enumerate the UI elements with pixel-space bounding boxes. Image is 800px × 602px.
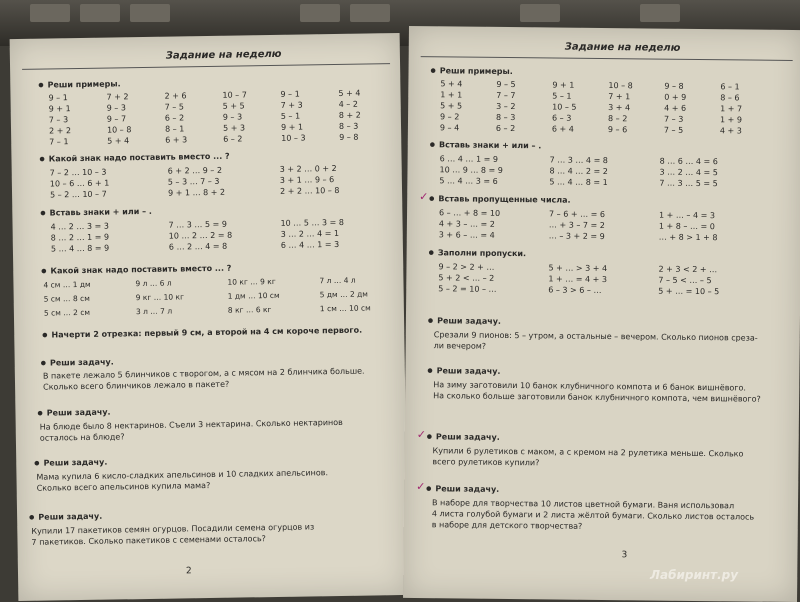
exercise-item: 5 … 4 … 3 = 6 bbox=[439, 176, 498, 186]
section-heading: ● Реши примеры. bbox=[430, 66, 512, 76]
exercise-item: 5 + 5 bbox=[440, 101, 463, 111]
examples-grid bbox=[440, 78, 771, 136]
exercise-column bbox=[658, 264, 768, 298]
exercise-item: 10 – 8 bbox=[608, 81, 633, 91]
exercise-item: 6 … 4 … 1 = 3 bbox=[280, 239, 340, 250]
exercise-item: 10 … 2 … 2 = 8 bbox=[168, 230, 233, 241]
exercise-column bbox=[338, 87, 389, 143]
exercise-column bbox=[659, 156, 769, 190]
exercise-item: 6 – 1 bbox=[720, 82, 740, 92]
section-heading: ● Реши задачу. bbox=[37, 408, 110, 418]
text-line: В наборе для творчества 10 листов цветной бумаги. Ваня использовал bbox=[431, 498, 735, 511]
exercise-item: 6 … 2 … 4 = 8 bbox=[168, 241, 228, 252]
exercise-item: 8 – 3 bbox=[496, 112, 516, 123]
exercise-item: 5 дм … 2 дм bbox=[319, 289, 369, 300]
exercise-item: 4 … 2 … 3 = 3 bbox=[50, 221, 109, 232]
exercise-item: 7 – 5 < … – 5 bbox=[658, 275, 712, 286]
exercise-column bbox=[222, 89, 281, 145]
watermark-logo: Лабиринт.ру bbox=[650, 568, 739, 582]
exercise-item: 9 – 1 bbox=[280, 89, 300, 99]
exercise-item: 5 + 4 bbox=[107, 136, 130, 146]
problem-text bbox=[40, 417, 343, 444]
keyboard-key bbox=[350, 4, 390, 22]
exercise-item: 5 + 5 bbox=[222, 101, 245, 111]
text-line: 4 листа голубой бумаги и 2 листа жёлтой бумаги. Сколько листов осталось bbox=[431, 509, 755, 522]
exercise-item: 10 – 8 bbox=[106, 125, 132, 135]
problem-text bbox=[31, 521, 314, 547]
exercise-column bbox=[608, 80, 665, 136]
exercise-item: 7 – 3 bbox=[48, 115, 69, 125]
exercise-item: 7 – 7 bbox=[496, 90, 516, 101]
header-title: Задание на неделю bbox=[165, 48, 282, 62]
exercise-item: 6 – 2 bbox=[223, 134, 243, 144]
exercise-item: 6 – 3 > 6 – … bbox=[548, 285, 602, 295]
text-line: осталось на блюде? bbox=[39, 432, 125, 443]
exercise-column bbox=[168, 164, 281, 199]
exercise-column bbox=[168, 218, 281, 253]
exercise-item: 10 – 6 … 6 + 1 bbox=[49, 178, 110, 189]
exercise-item: 7 – 2 … 10 – 3 bbox=[49, 167, 107, 178]
exercise-item: 6 – 2 bbox=[495, 123, 516, 134]
problem-text bbox=[432, 445, 743, 470]
exercise-item: 9 – 1 bbox=[48, 93, 68, 103]
exercise-item: 6 + 3 bbox=[165, 135, 188, 145]
exercise-item: 9 – 4 bbox=[439, 123, 460, 133]
exercise-item: 8 … 6 … 4 = 6 bbox=[659, 156, 718, 167]
keyboard-key bbox=[80, 4, 120, 22]
exercise-column bbox=[164, 90, 223, 146]
exercise-item: 3 + 1 … 9 – 6 bbox=[279, 175, 335, 185]
exercise-item: 5 + 3 bbox=[222, 123, 246, 133]
exercise-item: 5 – 1 bbox=[552, 91, 572, 101]
exercise-item: 4 см … 1 дм bbox=[43, 279, 91, 290]
exercise-column bbox=[659, 210, 769, 244]
exercise-item: 9 – 5 bbox=[496, 79, 516, 90]
exercise-column bbox=[50, 220, 169, 255]
exercise-column bbox=[664, 81, 721, 137]
exercise-item: 4 + 3 bbox=[719, 126, 742, 136]
exercise-item: 7 – 1 bbox=[49, 137, 69, 147]
text-line: Срезали 9 пионов: 5 – утром, а остальные – вечером. Сколько пионов среза- bbox=[433, 330, 758, 343]
keyboard-key bbox=[300, 4, 340, 22]
exercise-item: 7 – 6 + … = 6 bbox=[548, 209, 606, 220]
exercise-item: 9 + 1 … 8 + 2 bbox=[167, 187, 226, 198]
exercise-column bbox=[552, 79, 609, 135]
exercise-item: 7 … 3 … 4 = 8 bbox=[549, 155, 608, 166]
exercise-column bbox=[549, 154, 659, 188]
exercise-column bbox=[280, 216, 381, 251]
exercise-column bbox=[720, 81, 771, 137]
exercise-item: 3 … 2 … 4 = 5 bbox=[659, 167, 718, 178]
check-mark-icon: ✓ bbox=[416, 480, 426, 494]
section-heading: ● Реши задачу. bbox=[428, 316, 501, 326]
text-line: На зиму заготовили 10 банок клубничного компота и 6 банок вишнёвого. bbox=[433, 380, 747, 393]
exercise-item: 6 … 4 … 1 = 9 bbox=[439, 154, 498, 164]
exercise-item: 4 + 6 bbox=[664, 103, 687, 113]
left-page bbox=[10, 33, 409, 601]
exercise-item: 10 … 9 … 8 = 9 bbox=[439, 165, 503, 175]
exercise-item: 9 + 1 bbox=[552, 80, 575, 90]
exercise-item: 7 + 3 bbox=[280, 100, 303, 110]
text-line: На блюде было 8 нектаринов. Съели 3 нектарина. Сколько нектаринов bbox=[39, 417, 343, 432]
right-page bbox=[403, 26, 800, 602]
exercise-item: 9 – 2 > 2 + … bbox=[438, 262, 495, 272]
exercise-item: 5 + 4 bbox=[440, 79, 463, 89]
exercise-item: 8 + 2 bbox=[338, 110, 361, 120]
exercise-item: 8 – 2 bbox=[607, 114, 628, 124]
exercise-item: 1 дм … 10 см bbox=[227, 290, 280, 301]
keyboard-key bbox=[30, 4, 70, 22]
exercise-item: 7 – 5 bbox=[164, 102, 185, 112]
text-line: всего рулетиков купили? bbox=[432, 457, 540, 468]
exercise-item: 7 – 5 bbox=[663, 125, 684, 135]
keyboard-key bbox=[640, 4, 680, 22]
problem-text bbox=[434, 329, 758, 354]
exercise-item: 6 – … + 8 = 10 bbox=[439, 208, 501, 218]
exercise-item: 9 + 1 bbox=[48, 104, 71, 114]
exercise-item: 9 – 6 bbox=[607, 125, 628, 135]
exercise-item: 8 – 3 bbox=[338, 121, 359, 131]
exercise-item: 5 – 3 … 7 – 3 bbox=[167, 176, 220, 187]
exercise-item: 8 – 1 bbox=[164, 124, 185, 134]
exercise-item: 9 – 8 bbox=[664, 81, 684, 91]
exercise-item: 5 см … 8 см bbox=[43, 293, 90, 304]
exercise-item: 7 л … 4 л bbox=[319, 275, 356, 286]
exercise-item: 1 + 7 bbox=[720, 104, 743, 114]
text-line: В пакете лежало 5 блинчиков с творогом, а с мясом на 2 блинчика больше. bbox=[42, 366, 365, 381]
exercise-item: 10 кг … 9 кг bbox=[227, 276, 276, 287]
text-line: в наборе для детского творчества? bbox=[431, 520, 583, 531]
exercise-item: 1 + 8 – … = 0 bbox=[658, 221, 715, 232]
exercise-item: 5 + 2 < … – 2 bbox=[438, 273, 495, 283]
text-line: 7 пакетиков. Сколько пакетиков с семенами осталось? bbox=[31, 534, 266, 547]
text-line: Сколько всего апельсинов купила мама? bbox=[36, 481, 211, 493]
exercise-item: 3 л … 7 л bbox=[135, 306, 173, 317]
exercise-item: 9 л … 6 л bbox=[135, 278, 172, 289]
check-mark-icon: ✓ bbox=[416, 428, 427, 442]
section-heading: ● Заполни пропуски. bbox=[429, 248, 527, 258]
exercise-item: 7 + 2 bbox=[106, 92, 129, 102]
exercise-item: 6 + 2 … 9 – 2 bbox=[167, 165, 223, 176]
exercise-item: 9 – 7 bbox=[106, 114, 127, 124]
exercise-column bbox=[280, 162, 381, 197]
compare-grid bbox=[50, 162, 380, 200]
page-number: 3 bbox=[621, 550, 628, 561]
exercise-column bbox=[440, 78, 497, 134]
exercise-column bbox=[48, 92, 107, 148]
page-number: 2 bbox=[185, 566, 192, 577]
exercise-item: 9 – 3 bbox=[106, 103, 127, 113]
exercise-column bbox=[438, 261, 548, 295]
exercise-item: 9 – 8 bbox=[339, 132, 359, 142]
exercise-item: 7 … 3 … 5 = 9 bbox=[168, 219, 227, 230]
exercise-item: 8 кг … 6 кг bbox=[227, 305, 272, 315]
exercise-item: 9 – 2 bbox=[440, 112, 460, 122]
problem-text bbox=[433, 379, 761, 404]
text-line: На сколько больше заготовили банок клубничного компота, чем вишнёвого? bbox=[433, 391, 761, 404]
exercise-item: 8 … 4 … 2 = 2 bbox=[549, 166, 608, 177]
exercise-column bbox=[496, 79, 553, 135]
exercise-item: 1 + … – 4 = 3 bbox=[658, 210, 716, 221]
exercise-column bbox=[106, 91, 165, 147]
exercise-item: 5 … 4 … 8 = 9 bbox=[50, 243, 110, 254]
units-grid bbox=[43, 275, 408, 319]
keyboard-key bbox=[520, 4, 560, 22]
exercise-item: 7 – 3 bbox=[663, 114, 684, 124]
exercise-item: 9 + 1 bbox=[280, 122, 304, 132]
exercise-item: 5 см … 2 см bbox=[43, 307, 91, 318]
text-line: Купили 17 пакетиков семян огурцов. Посадили семена огурцов из bbox=[31, 522, 315, 536]
exercise-item: 6 + 4 bbox=[551, 124, 574, 134]
exercise-item: 10 – 3 bbox=[281, 133, 306, 143]
page-header bbox=[22, 47, 390, 70]
exercise-column bbox=[50, 166, 169, 201]
exercise-item: 1 + 1 bbox=[440, 90, 463, 100]
exercise-item: 3 + 6 – … = 4 bbox=[438, 230, 495, 240]
exercise-item: 3 + 2 … 0 + 2 bbox=[279, 163, 337, 174]
exercise-column bbox=[439, 153, 549, 187]
exercise-item: 8 – 6 bbox=[720, 93, 740, 103]
section-heading: ● Вставь знаки + или – . bbox=[430, 140, 542, 150]
exercise-item: 5 – 2 … 10 – 7 bbox=[49, 189, 107, 200]
exercise-item: 3 … 2 … 4 = 1 bbox=[280, 228, 340, 239]
exercise-item: 10 – 7 bbox=[222, 90, 247, 100]
exercise-column bbox=[548, 262, 658, 296]
section-heading: ● Реши задачу. bbox=[29, 512, 102, 522]
exercise-item: 3 – 2 bbox=[496, 101, 516, 112]
exercise-column bbox=[439, 207, 549, 241]
exercise-item: 1 см … 10 см bbox=[319, 303, 371, 314]
exercise-item: 2 + 3 < 2 + … bbox=[658, 264, 718, 275]
section-heading: ● Реши задачу. bbox=[34, 458, 107, 468]
exercise-item: 7 + 1 bbox=[608, 92, 631, 102]
section-heading: ● Какой знак надо поставить вместо ... ? bbox=[39, 152, 229, 164]
exercise-item: 10 – 5 bbox=[552, 102, 577, 112]
exercise-item: … + 8 > 1 + 8 bbox=[658, 232, 718, 243]
keyboard-key bbox=[130, 4, 170, 22]
exercise-item: 9 – 3 bbox=[222, 112, 243, 122]
text-line: ли вечером? bbox=[433, 341, 487, 351]
exercise-item: 2 + 2 bbox=[48, 126, 72, 136]
exercise-item: 6 – 2 bbox=[164, 113, 185, 123]
section-heading: ● Какой знак надо поставить вместо ... ? bbox=[41, 264, 231, 276]
problem-text bbox=[43, 366, 365, 393]
section-heading: ● Реши примеры. bbox=[38, 79, 120, 89]
signs-grid bbox=[50, 216, 380, 254]
problem-text bbox=[36, 467, 328, 494]
examples-grid bbox=[48, 87, 389, 147]
section-heading: ● Вставь пропущенные числа. bbox=[429, 194, 571, 204]
section-heading: ● Реши задачу. bbox=[427, 366, 500, 376]
exercise-item: 2 + 6 bbox=[164, 91, 187, 101]
exercise-item: 10 … 5 … 3 = 8 bbox=[280, 217, 345, 228]
section-heading: ● Начерти 2 отрезка: первый 9 см, а второй на 4 см короче первого. bbox=[42, 326, 362, 340]
section-heading: ● Реши задачу. bbox=[41, 358, 114, 368]
page-header bbox=[421, 40, 793, 61]
text-line: Сколько всего блинчиков лежало в пакете? bbox=[43, 379, 230, 392]
text-line: Мама купила 6 кисло-сладких апельсинов и 10 сладких апельсинов. bbox=[36, 468, 329, 482]
exercise-item: 5 + … = 10 – 5 bbox=[658, 286, 720, 297]
exercise-item: 3 + 4 bbox=[608, 103, 631, 113]
exercise-column bbox=[549, 208, 659, 242]
exercise-column bbox=[280, 88, 339, 144]
section-heading: ● Вставь знаки + или – . bbox=[40, 207, 152, 218]
section-heading: ● Реши задачу. bbox=[426, 484, 499, 494]
text-line: Купили 6 рулетиков с маком, а с кремом на 2 рулетика меньше. Сколько bbox=[432, 446, 744, 459]
exercise-item: 6 – 3 bbox=[552, 113, 572, 123]
missing-numbers-grid bbox=[439, 207, 769, 243]
header-title: Задание на неделю bbox=[564, 41, 681, 54]
exercise-item: 5 – 2 = 10 – … bbox=[438, 284, 497, 294]
exercise-item: 0 + 9 bbox=[664, 92, 687, 102]
fill-gaps-grid bbox=[438, 261, 768, 297]
exercise-item: 4 + 3 – … = 2 bbox=[438, 219, 495, 229]
exercise-item: 8 … 2 … 1 = 9 bbox=[50, 232, 110, 243]
problem-text bbox=[432, 497, 755, 533]
check-mark-icon: ✓ bbox=[419, 190, 429, 204]
exercise-item: … + 3 – 7 = 2 bbox=[548, 220, 605, 231]
signs-grid bbox=[439, 153, 769, 189]
exercise-item: 9 кг … 10 кг bbox=[135, 292, 185, 303]
exercise-item: 5 + … > 3 + 4 bbox=[548, 263, 608, 274]
section-heading: ● Реши задачу. bbox=[427, 432, 500, 442]
exercise-item: 2 + 2 … 10 – 8 bbox=[279, 185, 340, 196]
exercise-item: … – 3 + 2 = 9 bbox=[548, 231, 605, 242]
exercise-item: 1 + 9 bbox=[719, 115, 743, 125]
exercise-item: 1 + … = 4 + 3 bbox=[548, 274, 608, 285]
exercise-item: 5 – 1 bbox=[280, 111, 301, 121]
exercise-item: 5 … 4 … 8 = 1 bbox=[549, 177, 608, 188]
exercise-item: 4 – 2 bbox=[338, 99, 359, 109]
exercise-item: 7 … 3 … 5 = 5 bbox=[659, 178, 718, 189]
exercise-item: 5 + 4 bbox=[338, 88, 361, 98]
